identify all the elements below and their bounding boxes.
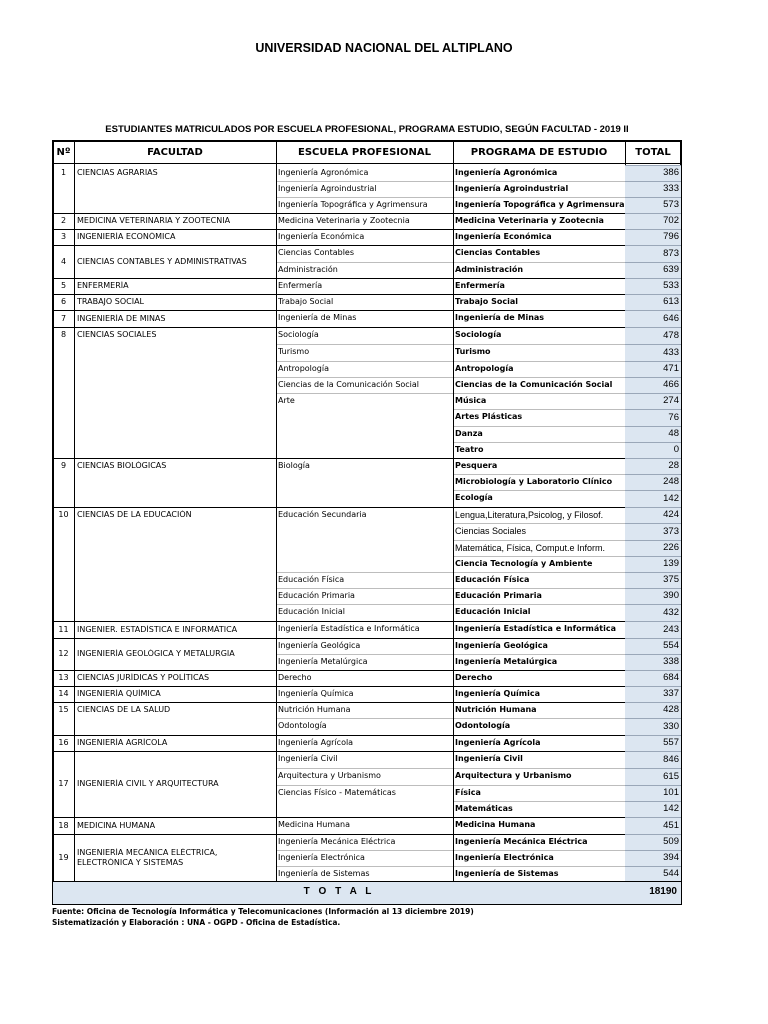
program-total: 48: [625, 426, 681, 442]
school-divider: [277, 785, 453, 786]
school-divider: [277, 768, 453, 769]
school-name: Medicina Veterinaria y Zootecnia: [278, 216, 410, 225]
program-name: Física: [455, 788, 481, 797]
program-name: Ingeniería Electrónica: [455, 853, 554, 862]
program-total: 226: [625, 540, 681, 556]
school-name: Ingeniería Geológica: [278, 641, 361, 650]
school-divider: [277, 866, 453, 867]
program-total: 432: [625, 604, 681, 621]
program-divider: [454, 801, 625, 802]
program-total: 101: [625, 785, 681, 801]
faculty-divider: [53, 213, 625, 214]
col-divider-facultad: [74, 141, 75, 881]
school-divider: [277, 588, 453, 589]
program-total: 142: [625, 490, 681, 507]
faculty-number: 13: [58, 673, 69, 682]
faculty-name: CIENCIAS BIOLÓGICAS: [77, 461, 167, 470]
program-total: 544: [625, 866, 681, 881]
faculty-number: 11: [58, 625, 69, 634]
school-name: Ingeniería Metalúrgica: [278, 657, 368, 666]
program-total: 390: [625, 588, 681, 604]
program-name: Ingeniería Metalúrgica: [455, 657, 558, 666]
header-programa: PROGRAMA DE ESTUDIO: [453, 141, 625, 164]
faculty-divider: [53, 327, 625, 328]
faculty-divider: [53, 638, 625, 639]
faculty-number: 6: [60, 297, 67, 306]
program-divider: [454, 344, 625, 345]
faculty-name: INGENIERÍA GEOLÓGICA Y METALURGIA: [77, 649, 235, 658]
faculty-divider: [53, 294, 625, 295]
faculty-divider: [53, 735, 625, 736]
footer-elaboration: Sistematización y Elaboración : UNA - OGPD - Oficina de Estadística.: [52, 918, 341, 927]
program-name: Artes Plásticas: [455, 412, 523, 421]
faculty-name: INGENIERÍA MECÁNICA ELÉCTRICA,: [77, 848, 218, 857]
program-total: 466: [625, 377, 681, 393]
program-total: 333: [625, 181, 681, 197]
program-total: 76: [625, 409, 681, 426]
program-name: Educación Primaria: [455, 591, 542, 600]
program-total: 428: [625, 702, 681, 718]
program-divider: [454, 474, 625, 475]
header-escuela: ESCUELA PROFESIONAL: [276, 141, 453, 164]
school-name: Ciencias Contables: [278, 248, 355, 257]
faculty-number: 17: [58, 779, 69, 788]
program-divider: [454, 850, 625, 851]
program-total: 478: [625, 327, 681, 344]
program-total: 243: [625, 621, 681, 638]
program-total: 509: [625, 834, 681, 850]
school-name: Medicina Humana: [278, 820, 351, 829]
program-divider: [454, 361, 625, 362]
faculty-name: CIENCIAS DE LA SALUD: [77, 705, 171, 714]
faculty-number: 15: [58, 705, 69, 714]
school-name: Trabajo Social: [278, 297, 334, 306]
program-divider: [454, 768, 625, 769]
program-name: Ingeniería Estadística e Informática: [455, 624, 616, 633]
school-divider: [277, 361, 453, 362]
program-divider: [454, 409, 625, 410]
program-total: 337: [625, 686, 681, 702]
table-title: ESTUDIANTES MATRICULADOS POR ESCUELA PROFESIONAL, PROGRAMA ESTUDIO, SEGÚN FACULTAD - 2019 II: [105, 124, 629, 135]
school-name: Ingeniería Agroindustrial: [278, 184, 377, 193]
program-total: 615: [625, 768, 681, 785]
faculty-number: 19: [58, 853, 69, 862]
program-total: 554: [625, 638, 681, 654]
faculty-divider: [53, 670, 625, 671]
col-divider-programa: [453, 141, 454, 881]
faculty-name: CIENCIAS AGRARIAS: [77, 168, 158, 177]
school-divider: [277, 850, 453, 851]
school-name: Derecho: [278, 673, 312, 682]
program-name: Educación Física: [455, 575, 530, 584]
school-name: Ciencias de la Comunicación Social: [278, 380, 420, 389]
program-name: Ingeniería Agroindustrial: [455, 184, 569, 193]
faculty-number: 8: [60, 330, 67, 339]
program-name: Ingeniería de Minas: [455, 313, 545, 322]
program-name: Ciencias Contables: [455, 248, 541, 257]
program-total: 248: [625, 474, 681, 490]
school-divider: [277, 377, 453, 378]
col-divider-escuela: [276, 141, 277, 881]
faculty-number: 16: [58, 738, 69, 747]
faculty-divider: [53, 686, 625, 687]
school-name: Nutrición Humana: [278, 705, 351, 714]
program-total: 28: [625, 458, 681, 474]
school-divider: [277, 572, 453, 573]
program-name: Antropología: [455, 364, 514, 373]
program-divider: [454, 556, 625, 557]
program-total: 533: [625, 278, 681, 294]
faculty-name: MEDICINA HUMANA: [77, 821, 156, 830]
program-name: Ingeniería Topográfica y Agrimensura: [455, 200, 624, 209]
school-name: Ingeniería Topográfica y Agrimensura: [278, 200, 428, 209]
program-total: 338: [625, 654, 681, 670]
faculty-number: 7: [60, 314, 67, 323]
faculty-divider: [53, 621, 625, 622]
program-divider: [454, 572, 625, 573]
faculty-divider: [53, 834, 625, 835]
faculty-divider: [53, 229, 625, 230]
school-name: Arquitectura y Urbanismo: [278, 771, 381, 780]
program-divider: [454, 866, 625, 867]
program-name: Ingeniería Agronómica: [455, 168, 558, 177]
program-divider: [454, 262, 625, 263]
program-divider: [454, 377, 625, 378]
school-divider: [277, 654, 453, 655]
program-divider: [454, 540, 625, 541]
program-divider: [454, 393, 625, 394]
school-name: Ingeniería Agronómica: [278, 168, 369, 177]
faculty-divider: [53, 507, 625, 508]
faculty-number: 3: [60, 232, 67, 241]
program-name: Sociología: [455, 330, 502, 339]
program-total: 557: [625, 735, 681, 751]
program-name: Medicina Veterinaria y Zootecnia: [455, 216, 604, 225]
program-name: Matemáticas: [455, 804, 513, 813]
faculty-name: ENFERMERÍA: [77, 281, 129, 290]
program-total: 139: [625, 556, 681, 572]
school-name: Ingeniería Electrónica: [278, 853, 365, 862]
faculty-name: CIENCIAS DE LA EDUCACIÓN: [77, 510, 192, 519]
program-total: 846: [625, 751, 681, 768]
program-name: Ecología: [455, 493, 493, 502]
school-name: Educación Física: [278, 575, 345, 584]
program-total: 702: [625, 213, 681, 229]
school-name: Ingeniería Estadística e Informática: [278, 624, 420, 633]
program-divider: [454, 604, 625, 605]
school-name: Ingeniería Agrícola: [278, 738, 354, 747]
program-total: 573: [625, 197, 681, 213]
school-name: Antropología: [278, 364, 329, 373]
program-name: Ingeniería Química: [455, 689, 541, 698]
faculty-name: INGENIERÍA CIVIL Y ARQUITECTURA: [77, 779, 219, 788]
program-name: Turismo: [455, 347, 491, 356]
school-name: Ingeniería Mecánica Eléctrica: [278, 837, 396, 846]
faculty-divider: [53, 310, 625, 311]
program-name: Lengua,Literatura,Psicolog, y Filosof.: [455, 510, 604, 520]
footer-source: Fuente: Oficina de Tecnología Informática y Telecomunicaciones (Información al 13 diciembre 2019): [52, 907, 474, 916]
school-divider: [277, 181, 453, 182]
faculty-name: CIENCIAS CONTABLES Y ADMINISTRATIVAS: [77, 257, 247, 266]
program-divider: [454, 181, 625, 182]
school-divider: [277, 393, 453, 394]
program-name: Ciencias de la Comunicación Social: [455, 380, 613, 389]
faculty-number: 4: [60, 257, 67, 266]
program-total: 424: [625, 507, 681, 523]
program-total: 646: [625, 310, 681, 327]
program-total: 796: [625, 229, 681, 245]
school-divider: [277, 262, 453, 263]
program-name: Arquitectura y Urbanismo: [455, 771, 572, 780]
faculty-number: 12: [58, 649, 69, 658]
school-name: Educación Primaria: [278, 591, 355, 600]
faculty-number: 5: [60, 281, 67, 290]
faculty-divider: [53, 817, 625, 818]
program-divider: [454, 490, 625, 491]
faculty-name: CIENCIAS SOCIALES: [77, 330, 157, 339]
program-name: Ciencias Sociales: [455, 526, 527, 536]
program-total: 433: [625, 344, 681, 361]
faculty-name: INGENIERÍA DE MINAS: [77, 314, 166, 323]
program-name: Pesquera: [455, 461, 498, 470]
program-name: Educación Inicial: [455, 607, 531, 616]
program-total: 639: [625, 262, 681, 278]
faculty-number: 14: [58, 689, 69, 698]
program-name: Odontología: [455, 721, 511, 730]
program-divider: [454, 523, 625, 524]
program-name: Derecho: [455, 673, 493, 682]
program-name: Ingeniería Económica: [455, 232, 552, 241]
program-total: 471: [625, 361, 681, 377]
school-name: Ingeniería Económica: [278, 232, 365, 241]
program-total: 394: [625, 850, 681, 866]
school-name: Ciencias Físico - Matemáticas: [278, 788, 396, 797]
school-name: Ingeniería Civil: [278, 754, 338, 763]
school-divider: [277, 718, 453, 719]
program-name: Música: [455, 396, 487, 405]
faculty-number: 2: [60, 216, 67, 225]
header-num: Nº: [53, 141, 74, 164]
program-divider: [454, 588, 625, 589]
grand-total-value: 18190: [649, 886, 677, 897]
school-divider: [277, 197, 453, 198]
school-name: Ingeniería Química: [278, 689, 354, 698]
program-total: 386: [625, 165, 681, 181]
header-total: TOTAL: [625, 141, 681, 164]
program-divider: [454, 718, 625, 719]
program-total: 451: [625, 817, 681, 834]
faculty-divider: [53, 245, 625, 246]
faculty-name: INGENIERÍA QUÍMICA: [77, 689, 161, 698]
program-divider: [454, 426, 625, 427]
program-total: 613: [625, 294, 681, 310]
program-name: Ciencia Tecnología y Ambiente: [455, 559, 593, 568]
school-name: Ingeniería de Sistemas: [278, 869, 370, 878]
school-divider: [277, 344, 453, 345]
program-total: 684: [625, 670, 681, 686]
program-total: 274: [625, 393, 681, 409]
program-divider: [454, 785, 625, 786]
school-name: Ingeniería de Minas: [278, 313, 357, 322]
program-name: Teatro: [455, 445, 484, 454]
document-title: UNIVERSIDAD NACIONAL DEL ALTIPLANO: [255, 41, 513, 55]
program-total: 373: [625, 523, 681, 540]
program-divider: [454, 442, 625, 443]
faculty-divider: [53, 278, 625, 279]
school-name: Turismo: [278, 347, 310, 356]
program-name: Ingeniería Mecánica Eléctrica: [455, 837, 588, 846]
program-name: Matemática, Física, Comput.e Inform.: [455, 543, 606, 553]
program-name: Medicina Humana: [455, 820, 536, 829]
faculty-name: CIENCIAS JURÍDICAS Y POLÍTICAS: [77, 673, 210, 682]
school-name: Enfermería: [278, 281, 323, 290]
faculty-divider: [53, 702, 625, 703]
program-name: Ingeniería de Sistemas: [455, 869, 559, 878]
program-name: Ingeniería Civil: [455, 754, 523, 763]
program-total: 142: [625, 801, 681, 817]
faculty-number: 9: [60, 461, 67, 470]
school-name: Biología: [278, 461, 310, 470]
school-name: Odontología: [278, 721, 327, 730]
faculty-number: 1: [60, 168, 67, 177]
program-total: 873: [625, 245, 681, 262]
school-name: Administración: [278, 265, 338, 274]
program-name: Ingeniería Agrícola: [455, 738, 541, 747]
faculty-name: INGENIERÍA AGRÍCOLA: [77, 738, 168, 747]
program-divider: [454, 654, 625, 655]
program-name: Trabajo Social: [455, 297, 518, 306]
faculty-divider: [53, 751, 625, 752]
school-name: Sociología: [278, 330, 319, 339]
faculty-number: 18: [58, 821, 69, 830]
school-divider: [277, 604, 453, 605]
program-divider: [454, 197, 625, 198]
header-facultad: FACULTAD: [74, 141, 276, 164]
faculty-name: MEDICINA VETERINARIA Y ZOOTECNIA: [77, 216, 231, 225]
grand-total-label: T O T A L: [303, 886, 375, 897]
program-name: Nutrición Humana: [455, 705, 537, 714]
faculty-name: INGENIERÍA ECONÓMICA: [77, 232, 176, 241]
program-name: Microbiología y Laboratorio Clínico: [455, 477, 613, 486]
school-name: Educación Inicial: [278, 607, 346, 616]
school-name: Educación Secundaria: [278, 510, 367, 519]
faculty-name: TRABAJO SOCIAL: [77, 297, 145, 306]
faculty-number: 10: [58, 510, 69, 519]
program-name: Administración: [455, 265, 524, 274]
faculty-name: INGENIER. ESTADÍSTICA E INFORMÁTICA: [77, 625, 238, 634]
faculty-divider: [53, 458, 625, 459]
program-name: Enfermería: [455, 281, 505, 290]
program-total: 330: [625, 718, 681, 735]
program-total: 0: [625, 442, 681, 458]
faculty-name-line2: ELECTRÓNICA Y SISTEMAS: [77, 858, 184, 867]
program-name: Ingeniería Geológica: [455, 641, 548, 650]
program-total: 375: [625, 572, 681, 588]
school-name: Arte: [278, 396, 295, 405]
program-name: Danza: [455, 429, 483, 438]
